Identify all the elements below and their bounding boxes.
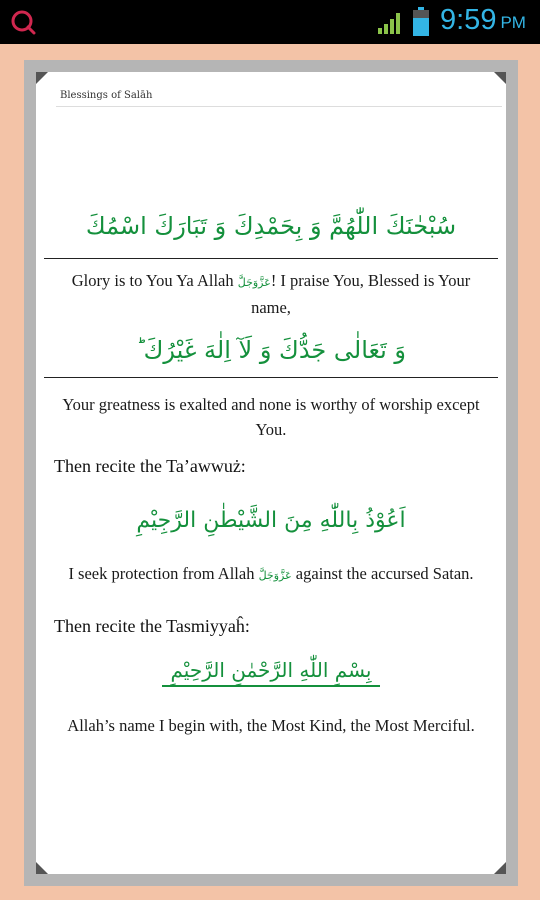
arabic-dua-line-1: سُبْحٰنَكَ اللّٰهُمَّ وَ بِحَمْدِكَ وَ تَبَارَكَ اسْمُكَ xyxy=(85,212,457,240)
page-header: Blessings of Salāh xyxy=(60,90,153,101)
heading-tasmiyyah: Then recite the Tasmiyyaĥ: xyxy=(54,616,250,636)
corner-ornament xyxy=(36,72,48,84)
status-clock xyxy=(440,4,526,37)
clock-time: 9:59 xyxy=(440,4,497,36)
translation-2: Your greatness is exalted and none is worthy of worship except You. xyxy=(62,395,480,439)
heading-taawwuz: Then recite the Ta’awwuż: xyxy=(54,456,246,476)
honorific-text: عَزَّوَجَلَّ xyxy=(258,569,292,582)
arabic-taawwuz: اَعُوْذُ بِاللّٰهِ مِنَ الشَّيْطٰنِ الرَّجِيْمِ xyxy=(136,508,406,533)
translation-1 xyxy=(54,268,488,320)
translation-3-start: I seek protection from Allah xyxy=(68,564,255,583)
arabic-tasmiyah: بِسْمِ اللّٰهِ الرَّحْمٰنِ الرَّحِيْمِ xyxy=(162,658,379,687)
header-divider xyxy=(56,106,502,107)
tasmiyah-container xyxy=(36,658,506,687)
status-bar xyxy=(0,0,540,44)
page-frame xyxy=(24,60,518,886)
signal-icon xyxy=(378,12,404,34)
corner-ornament xyxy=(36,862,48,874)
translation-3 xyxy=(54,561,488,588)
divider xyxy=(44,377,498,378)
translation-1-start: Glory is to You Ya Allah xyxy=(71,271,234,290)
translation-1-end: ! I praise You, Blessed is Your name, xyxy=(251,271,471,317)
honorific-text: عَزَّوَجَلَّ xyxy=(237,276,271,289)
divider xyxy=(44,258,498,259)
corner-ornament xyxy=(494,862,506,874)
corner-ornament xyxy=(494,72,506,84)
clock-ampm: PM xyxy=(500,13,526,32)
translation-3-end: against the accursed Satan. xyxy=(295,564,474,583)
battery-icon xyxy=(412,7,430,37)
arabic-dua-line-2: وَ تَعَالٰى جَدُّكَ وَ لَآ اِلٰهَ غَيْرُكَ ؕ xyxy=(135,336,407,364)
app-launcher-icon[interactable] xyxy=(10,9,36,35)
book-page[interactable] xyxy=(36,72,506,874)
translation-4: Allah’s name I begin with, the Most Kind, the Most Merciful. xyxy=(67,716,475,735)
